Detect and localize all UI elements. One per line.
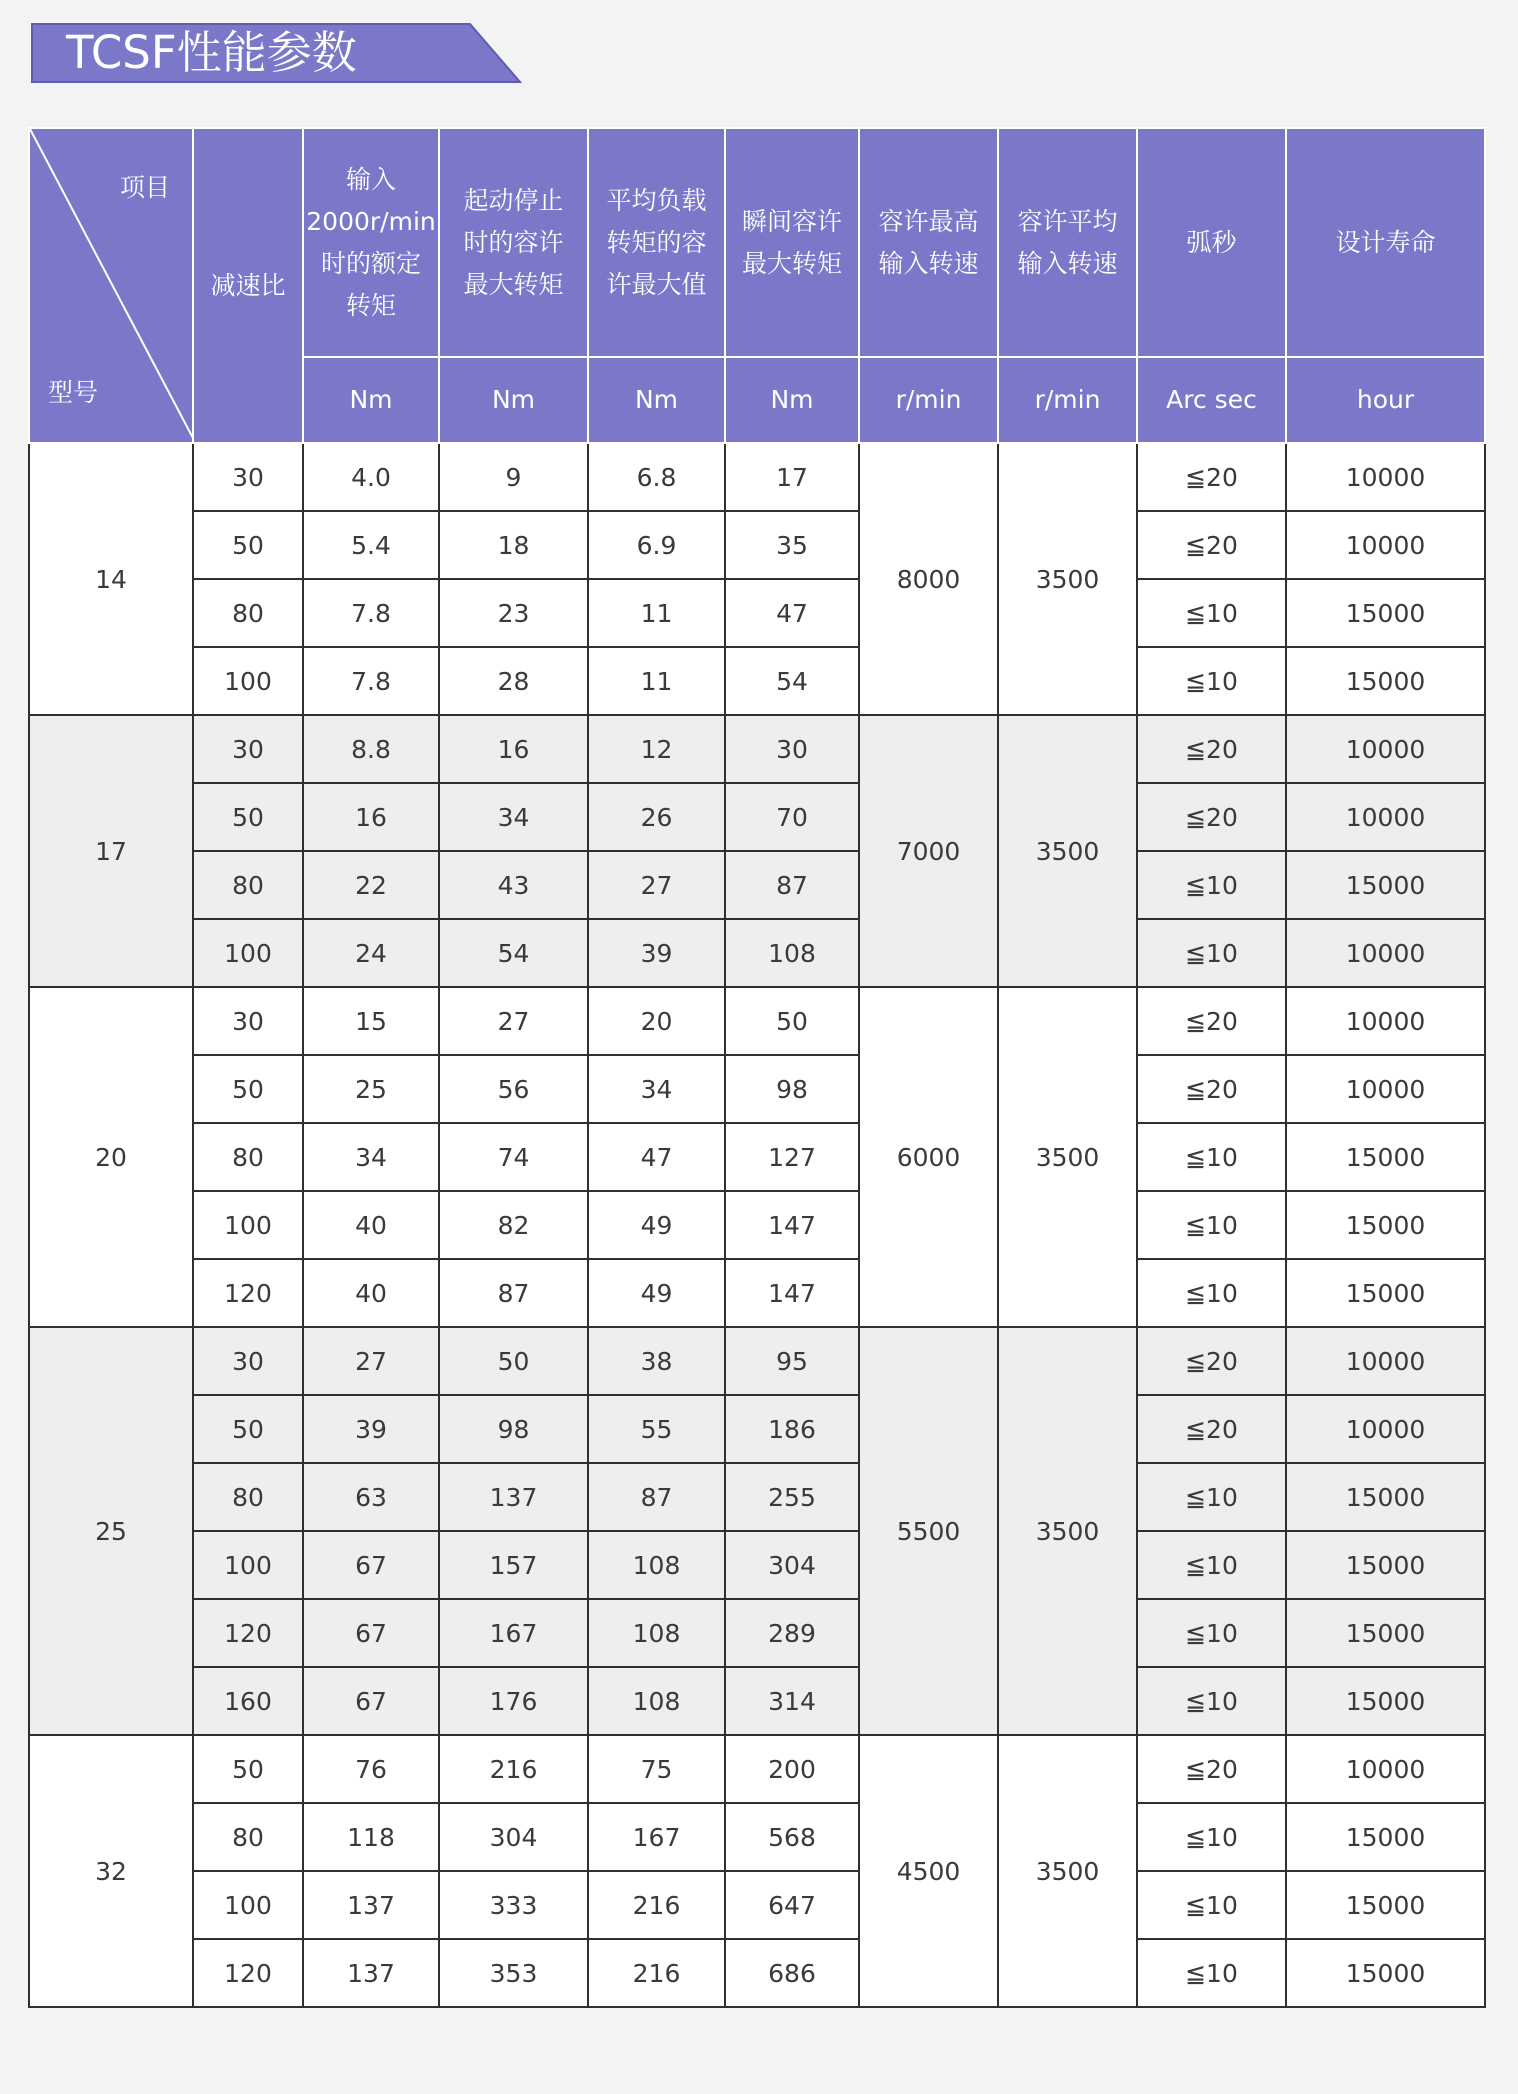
cell-design-life: 10000 xyxy=(1286,1735,1485,1803)
cell-ratio: 80 xyxy=(193,1803,303,1871)
cell-arc-sec: ≦10 xyxy=(1137,1871,1286,1939)
cell-start-stop-torque: 304 xyxy=(439,1803,588,1871)
cell-avg-load-torque: 27 xyxy=(588,851,725,919)
column-header-line: 最大转矩 xyxy=(741,248,842,278)
cell-start-stop-torque: 176 xyxy=(439,1667,588,1735)
cell-arc-sec: ≦10 xyxy=(1137,1463,1286,1531)
cell-avg-load-torque: 11 xyxy=(588,579,725,647)
cell-rated-torque: 67 xyxy=(303,1531,439,1599)
cell-start-stop-torque: 54 xyxy=(439,919,588,987)
cell-start-stop-torque: 18 xyxy=(439,511,588,579)
corner-header xyxy=(29,128,193,443)
cell-arc-sec: ≦20 xyxy=(1137,1395,1286,1463)
cell-design-life: 15000 xyxy=(1286,851,1485,919)
cell-momentary-torque: 30 xyxy=(725,715,859,783)
cell-design-life: 10000 xyxy=(1286,511,1485,579)
column-header-line: 平均负载 xyxy=(606,185,707,215)
cell-avg-input-speed: 3500 xyxy=(998,1735,1137,2007)
cell-start-stop-torque: 43 xyxy=(439,851,588,919)
unit-avg-load-torque: Nm xyxy=(588,357,725,443)
table-row xyxy=(29,511,1485,579)
column-header-line: 容许平均 xyxy=(1017,206,1118,236)
cell-max-input-speed: 8000 xyxy=(859,443,998,715)
cell-ratio: 160 xyxy=(193,1667,303,1735)
cell-rated-torque: 8.8 xyxy=(303,715,439,783)
cell-momentary-torque: 54 xyxy=(725,647,859,715)
cell-rated-torque: 22 xyxy=(303,851,439,919)
cell-start-stop-torque: 34 xyxy=(439,783,588,851)
column-header-avg-input-speed xyxy=(998,128,1137,357)
cell-momentary-torque: 95 xyxy=(725,1327,859,1395)
unit-design-life: hour xyxy=(1286,357,1485,443)
cell-ratio: 50 xyxy=(193,1055,303,1123)
table-row xyxy=(29,919,1485,987)
cell-ratio: 80 xyxy=(193,1463,303,1531)
cell-avg-load-torque: 87 xyxy=(588,1463,725,1531)
cell-avg-load-torque: 6.8 xyxy=(588,443,725,511)
column-header-start-stop-torque xyxy=(439,128,588,357)
cell-avg-input-speed: 3500 xyxy=(998,443,1137,715)
cell-start-stop-torque: 9 xyxy=(439,443,588,511)
performance-table xyxy=(28,127,1486,2008)
unit-momentary-torque: Nm xyxy=(725,357,859,443)
cell-model: 14 xyxy=(29,443,193,715)
cell-momentary-torque: 686 xyxy=(725,1939,859,2007)
cell-avg-load-torque: 55 xyxy=(588,1395,725,1463)
cell-ratio: 120 xyxy=(193,1599,303,1667)
cell-rated-torque: 40 xyxy=(303,1259,439,1327)
cell-arc-sec: ≦10 xyxy=(1137,579,1286,647)
unit-rated-torque: Nm xyxy=(303,357,439,443)
cell-rated-torque: 76 xyxy=(303,1735,439,1803)
table-row xyxy=(29,851,1485,919)
cell-design-life: 10000 xyxy=(1286,443,1485,511)
cell-model: 20 xyxy=(29,987,193,1327)
column-header-line: 输入 xyxy=(345,164,396,194)
unit-avg-input-speed: r/min xyxy=(998,357,1137,443)
table-row xyxy=(29,783,1485,851)
cell-momentary-torque: 108 xyxy=(725,919,859,987)
cell-model: 25 xyxy=(29,1327,193,1735)
cell-design-life: 10000 xyxy=(1286,1327,1485,1395)
cell-start-stop-torque: 56 xyxy=(439,1055,588,1123)
cell-arc-sec: ≦20 xyxy=(1137,715,1286,783)
cell-arc-sec: ≦20 xyxy=(1137,511,1286,579)
table-row xyxy=(29,1803,1485,1871)
cell-start-stop-torque: 167 xyxy=(439,1599,588,1667)
cell-momentary-torque: 17 xyxy=(725,443,859,511)
cell-avg-load-torque: 11 xyxy=(588,647,725,715)
column-header-line: 许最大值 xyxy=(606,269,707,299)
unit-arc-sec: Arc sec xyxy=(1137,357,1286,443)
table-row xyxy=(29,1055,1485,1123)
cell-rated-torque: 27 xyxy=(303,1327,439,1395)
cell-avg-load-torque: 12 xyxy=(588,715,725,783)
column-header-line: 转矩的容 xyxy=(606,227,707,257)
column-header-design-life xyxy=(1286,128,1485,357)
cell-design-life: 15000 xyxy=(1286,579,1485,647)
cell-avg-load-torque: 20 xyxy=(588,987,725,1055)
cell-avg-input-speed: 3500 xyxy=(998,987,1137,1327)
cell-ratio: 50 xyxy=(193,783,303,851)
cell-momentary-torque: 568 xyxy=(725,1803,859,1871)
cell-avg-load-torque: 49 xyxy=(588,1259,725,1327)
table-header xyxy=(29,128,1485,443)
cell-design-life: 15000 xyxy=(1286,1939,1485,2007)
cell-arc-sec: ≦10 xyxy=(1137,919,1286,987)
cell-ratio: 30 xyxy=(193,987,303,1055)
column-header-momentary-torque xyxy=(725,128,859,357)
column-header-line: 最大转矩 xyxy=(463,269,564,299)
cell-arc-sec: ≦20 xyxy=(1137,1735,1286,1803)
cell-start-stop-torque: 87 xyxy=(439,1259,588,1327)
cell-arc-sec: ≦20 xyxy=(1137,1055,1286,1123)
table-row xyxy=(29,987,1485,1055)
cell-momentary-torque: 304 xyxy=(725,1531,859,1599)
cell-momentary-torque: 186 xyxy=(725,1395,859,1463)
cell-avg-load-torque: 108 xyxy=(588,1599,725,1667)
cell-design-life: 10000 xyxy=(1286,919,1485,987)
cell-rated-torque: 137 xyxy=(303,1871,439,1939)
cell-design-life: 10000 xyxy=(1286,1395,1485,1463)
cell-ratio: 120 xyxy=(193,1259,303,1327)
cell-momentary-torque: 87 xyxy=(725,851,859,919)
cell-ratio: 120 xyxy=(193,1939,303,2007)
cell-momentary-torque: 47 xyxy=(725,579,859,647)
header-row-titles xyxy=(29,128,1485,357)
cell-start-stop-torque: 16 xyxy=(439,715,588,783)
table-row xyxy=(29,579,1485,647)
cell-rated-torque: 5.4 xyxy=(303,511,439,579)
cell-start-stop-torque: 333 xyxy=(439,1871,588,1939)
cell-arc-sec: ≦20 xyxy=(1137,1327,1286,1395)
cell-ratio: 80 xyxy=(193,1123,303,1191)
table-row xyxy=(29,1735,1485,1803)
cell-momentary-torque: 255 xyxy=(725,1463,859,1531)
cell-design-life: 15000 xyxy=(1286,1531,1485,1599)
cell-arc-sec: ≦10 xyxy=(1137,1259,1286,1327)
column-header-line: 2000r/min xyxy=(306,206,436,236)
table-row xyxy=(29,715,1485,783)
cell-momentary-torque: 647 xyxy=(725,1871,859,1939)
cell-momentary-torque: 314 xyxy=(725,1667,859,1735)
cell-max-input-speed: 5500 xyxy=(859,1327,998,1735)
cell-avg-load-torque: 6.9 xyxy=(588,511,725,579)
cell-ratio: 100 xyxy=(193,1531,303,1599)
table-row xyxy=(29,1191,1485,1259)
cell-design-life: 15000 xyxy=(1286,1871,1485,1939)
cell-design-life: 15000 xyxy=(1286,1463,1485,1531)
cell-start-stop-torque: 157 xyxy=(439,1531,588,1599)
column-header-line: 容许最高 xyxy=(878,206,979,236)
cell-start-stop-torque: 82 xyxy=(439,1191,588,1259)
cell-rated-torque: 24 xyxy=(303,919,439,987)
table-row xyxy=(29,1667,1485,1735)
cell-ratio: 100 xyxy=(193,1191,303,1259)
cell-rated-torque: 16 xyxy=(303,783,439,851)
table-body xyxy=(29,443,1485,2007)
cell-avg-load-torque: 216 xyxy=(588,1871,725,1939)
cell-avg-load-torque: 108 xyxy=(588,1531,725,1599)
column-header-line: 输入转速 xyxy=(1017,248,1118,278)
cell-avg-input-speed: 3500 xyxy=(998,1327,1137,1735)
cell-arc-sec: ≦10 xyxy=(1137,1191,1286,1259)
cell-start-stop-torque: 23 xyxy=(439,579,588,647)
column-header-line: 瞬间容许 xyxy=(741,206,842,236)
cell-ratio: 50 xyxy=(193,1395,303,1463)
cell-arc-sec: ≦20 xyxy=(1137,987,1286,1055)
cell-momentary-torque: 50 xyxy=(725,987,859,1055)
cell-momentary-torque: 70 xyxy=(725,783,859,851)
table-row xyxy=(29,1327,1485,1395)
cell-ratio: 30 xyxy=(193,443,303,511)
cell-rated-torque: 137 xyxy=(303,1939,439,2007)
column-header-ratio xyxy=(193,128,303,443)
cell-rated-torque: 39 xyxy=(303,1395,439,1463)
cell-rated-torque: 67 xyxy=(303,1667,439,1735)
cell-design-life: 15000 xyxy=(1286,647,1485,715)
column-header-arc-sec xyxy=(1137,128,1286,357)
cell-momentary-torque: 289 xyxy=(725,1599,859,1667)
table-row xyxy=(29,647,1485,715)
cell-ratio: 30 xyxy=(193,1327,303,1395)
cell-design-life: 15000 xyxy=(1286,1259,1485,1327)
cell-design-life: 15000 xyxy=(1286,1803,1485,1871)
cell-max-input-speed: 6000 xyxy=(859,987,998,1327)
cell-rated-torque: 63 xyxy=(303,1463,439,1531)
cell-rated-torque: 118 xyxy=(303,1803,439,1871)
cell-start-stop-torque: 28 xyxy=(439,647,588,715)
cell-design-life: 15000 xyxy=(1286,1599,1485,1667)
cell-start-stop-torque: 98 xyxy=(439,1395,588,1463)
cell-start-stop-torque: 137 xyxy=(439,1463,588,1531)
cell-design-life: 15000 xyxy=(1286,1667,1485,1735)
table-row xyxy=(29,1871,1485,1939)
cell-design-life: 10000 xyxy=(1286,987,1485,1055)
cell-avg-load-torque: 38 xyxy=(588,1327,725,1395)
cell-avg-load-torque: 167 xyxy=(588,1803,725,1871)
cell-momentary-torque: 200 xyxy=(725,1735,859,1803)
corner-item-label: 项目 xyxy=(119,173,170,202)
cell-model: 17 xyxy=(29,715,193,987)
cell-rated-torque: 7.8 xyxy=(303,579,439,647)
corner-model-label: 型号 xyxy=(48,378,99,407)
table-row xyxy=(29,1259,1485,1327)
cell-design-life: 10000 xyxy=(1286,715,1485,783)
cell-avg-input-speed: 3500 xyxy=(998,715,1137,987)
column-header-line: 起动停止 xyxy=(463,185,564,215)
table-row xyxy=(29,1599,1485,1667)
cell-ratio: 100 xyxy=(193,919,303,987)
cell-momentary-torque: 147 xyxy=(725,1259,859,1327)
cell-arc-sec: ≦20 xyxy=(1137,443,1286,511)
cell-ratio: 50 xyxy=(193,511,303,579)
cell-arc-sec: ≦10 xyxy=(1137,1123,1286,1191)
cell-rated-torque: 67 xyxy=(303,1599,439,1667)
column-header-line: 设计寿命 xyxy=(1335,227,1436,257)
cell-rated-torque: 15 xyxy=(303,987,439,1055)
cell-avg-load-torque: 47 xyxy=(588,1123,725,1191)
title-banner xyxy=(30,22,525,84)
cell-max-input-speed: 4500 xyxy=(859,1735,998,2007)
cell-arc-sec: ≦10 xyxy=(1137,1667,1286,1735)
cell-max-input-speed: 7000 xyxy=(859,715,998,987)
cell-avg-load-torque: 39 xyxy=(588,919,725,987)
cell-rated-torque: 34 xyxy=(303,1123,439,1191)
cell-start-stop-torque: 216 xyxy=(439,1735,588,1803)
column-header-rated-torque xyxy=(303,128,439,357)
cell-rated-torque: 40 xyxy=(303,1191,439,1259)
table-row xyxy=(29,1463,1485,1531)
cell-avg-load-torque: 34 xyxy=(588,1055,725,1123)
cell-start-stop-torque: 50 xyxy=(439,1327,588,1395)
cell-momentary-torque: 147 xyxy=(725,1191,859,1259)
unit-start-stop-torque: Nm xyxy=(439,357,588,443)
cell-avg-load-torque: 49 xyxy=(588,1191,725,1259)
cell-arc-sec: ≦10 xyxy=(1137,1803,1286,1871)
cell-momentary-torque: 127 xyxy=(725,1123,859,1191)
cell-arc-sec: ≦20 xyxy=(1137,783,1286,851)
cell-avg-load-torque: 75 xyxy=(588,1735,725,1803)
table-row xyxy=(29,1531,1485,1599)
column-header-line: 时的额定 xyxy=(320,248,421,278)
cell-ratio: 80 xyxy=(193,851,303,919)
table-row xyxy=(29,1395,1485,1463)
cell-start-stop-torque: 27 xyxy=(439,987,588,1055)
cell-avg-load-torque: 108 xyxy=(588,1667,725,1735)
cell-arc-sec: ≦10 xyxy=(1137,1531,1286,1599)
table-row xyxy=(29,443,1485,511)
cell-ratio: 80 xyxy=(193,579,303,647)
column-header-line: 弧秒 xyxy=(1186,227,1237,257)
table-row xyxy=(29,1939,1485,2007)
cell-rated-torque: 4.0 xyxy=(303,443,439,511)
cell-design-life: 15000 xyxy=(1286,1191,1485,1259)
cell-momentary-torque: 35 xyxy=(725,511,859,579)
cell-start-stop-torque: 353 xyxy=(439,1939,588,2007)
cell-arc-sec: ≦10 xyxy=(1137,1599,1286,1667)
cell-model: 32 xyxy=(29,1735,193,2007)
cell-avg-load-torque: 216 xyxy=(588,1939,725,2007)
column-header-avg-load-torque xyxy=(588,128,725,357)
cell-rated-torque: 25 xyxy=(303,1055,439,1123)
unit-max-input-speed: r/min xyxy=(859,357,998,443)
cell-arc-sec: ≦10 xyxy=(1137,1939,1286,2007)
column-header-line: 减速比 xyxy=(210,270,286,300)
cell-start-stop-torque: 74 xyxy=(439,1123,588,1191)
cell-arc-sec: ≦10 xyxy=(1137,851,1286,919)
column-header-line: 输入转速 xyxy=(878,248,979,278)
cell-ratio: 100 xyxy=(193,1871,303,1939)
cell-design-life: 10000 xyxy=(1286,783,1485,851)
cell-avg-load-torque: 26 xyxy=(588,783,725,851)
cell-rated-torque: 7.8 xyxy=(303,647,439,715)
cell-ratio: 100 xyxy=(193,647,303,715)
table-row xyxy=(29,1123,1485,1191)
cell-ratio: 50 xyxy=(193,1735,303,1803)
column-header-line: 转矩 xyxy=(345,290,396,320)
cell-momentary-torque: 98 xyxy=(725,1055,859,1123)
column-header-max-input-speed xyxy=(859,128,998,357)
column-header-line: 时的容许 xyxy=(463,227,564,257)
cell-design-life: 10000 xyxy=(1286,1055,1485,1123)
cell-ratio: 30 xyxy=(193,715,303,783)
cell-design-life: 15000 xyxy=(1286,1123,1485,1191)
cell-arc-sec: ≦10 xyxy=(1137,647,1286,715)
page-title: TCSF性能参数 xyxy=(66,26,357,79)
